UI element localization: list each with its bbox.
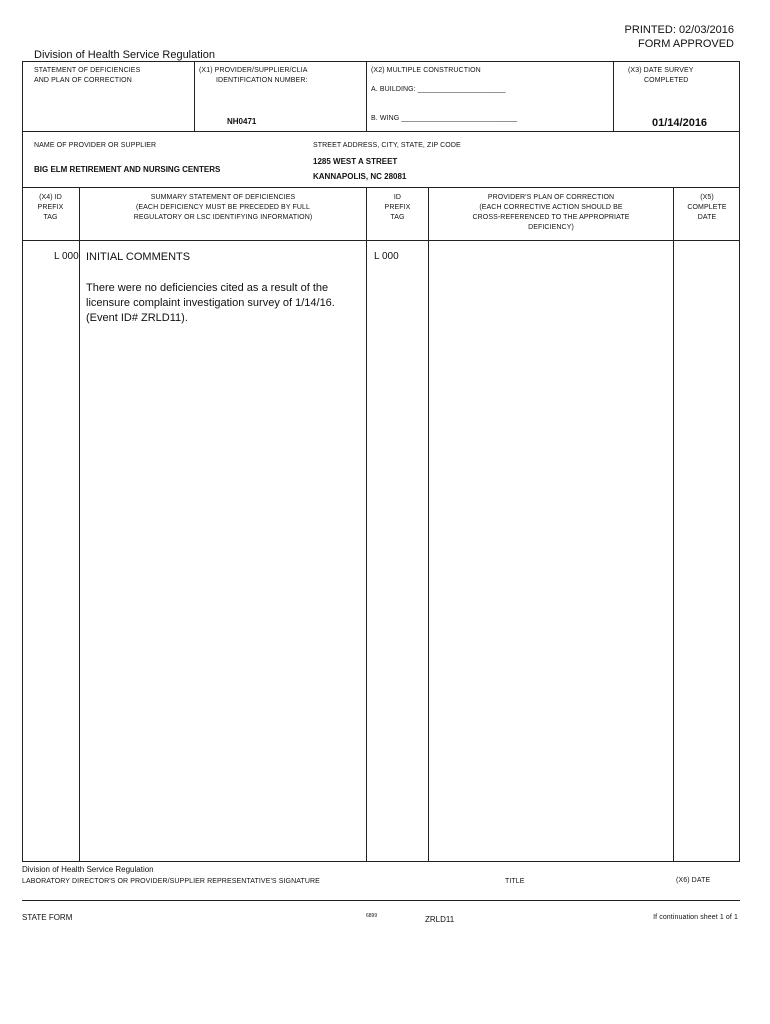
summary-header: SUMMARY STATEMENT OF DEFICIENCIES (EACH DEFICIENCY MUST BE PRECEDED BY FULL REGULATORY OR LSC IDENTIFYING INFORMATION) xyxy=(133,194,313,221)
x5-header: (X5) COMPLETE DATE xyxy=(687,194,727,221)
signature-label: LABORATORY DIRECTOR'S OR PROVIDER/SUPPLIER REPRESENTATIVE'S SIGNATURE xyxy=(22,878,320,885)
entry-text: There were no deficiencies cited as a result of the licensure complaint investigation survey of 1/14/16. (Event ID# ZRLD11). xyxy=(86,282,335,324)
statement-label-2: AND PLAN OF CORRECTION xyxy=(34,77,132,84)
form-approved: FORM APPROVED xyxy=(638,38,734,50)
address-label: STREET ADDRESS, CITY, STATE, ZIP CODE xyxy=(313,142,461,149)
provider-name-value: BIG ELM RETIREMENT AND NURSING CENTERS xyxy=(34,165,221,174)
division-title: Division of Health Service Regulation xyxy=(34,49,215,61)
survey-date-value: 01/14/2016 xyxy=(652,117,708,129)
x2-label: (X2) MULTIPLE CONSTRUCTION xyxy=(371,67,481,74)
statement-label-1: STATEMENT OF DEFICIENCIES xyxy=(34,67,141,74)
x4-header: (X4) ID PREFIX TAG xyxy=(37,194,64,221)
plan-header: PROVIDER'S PLAN OF CORRECTION (EACH CORRECTIVE ACTION SHOULD BE CROSS-REFERENCED TO THE APPROPRIATE DEFICIENCY) xyxy=(472,194,630,231)
continuation-label: If continuation sheet 1 of 1 xyxy=(653,914,738,921)
entry-heading: INITIAL COMMENTS xyxy=(86,251,191,263)
provider-name-label: NAME OF PROVIDER OR SUPPLIER xyxy=(34,142,157,149)
wing-field: B. WING _____________________________ xyxy=(371,115,518,122)
form-box xyxy=(22,61,740,862)
building-field: A. BUILDING: ______________________ xyxy=(371,86,506,93)
x1-label-2: IDENTIFICATION NUMBER: xyxy=(216,77,308,84)
entry-tag-right: L 000 xyxy=(374,251,399,262)
address-line-1: 1285 WEST A STREET xyxy=(313,157,398,166)
x1-label-1: (X1) PROVIDER/SUPPLIER/CLIA xyxy=(199,67,308,74)
footer-division: Division of Health Service Regulation xyxy=(22,865,154,874)
x3-label-1: (X3) DATE SURVEY xyxy=(628,67,694,74)
printed-date: PRINTED: 02/03/2016 xyxy=(624,24,734,36)
provider-id-value: NH0471 xyxy=(227,117,257,126)
state-form-label: STATE FORM xyxy=(22,913,73,922)
x3-label-2: COMPLETED xyxy=(644,77,689,84)
date-label: (X6) DATE xyxy=(676,877,711,884)
event-id: ZRLD11 xyxy=(425,915,455,924)
title-label: TITLE xyxy=(505,878,525,885)
entry-tag-left: L 000 xyxy=(54,251,79,262)
id-prefix-header: ID PREFIX TAG xyxy=(384,194,411,221)
address-line-2: KANNAPOLIS, NC 28081 xyxy=(313,172,407,181)
form-code: 6899 xyxy=(366,913,378,919)
